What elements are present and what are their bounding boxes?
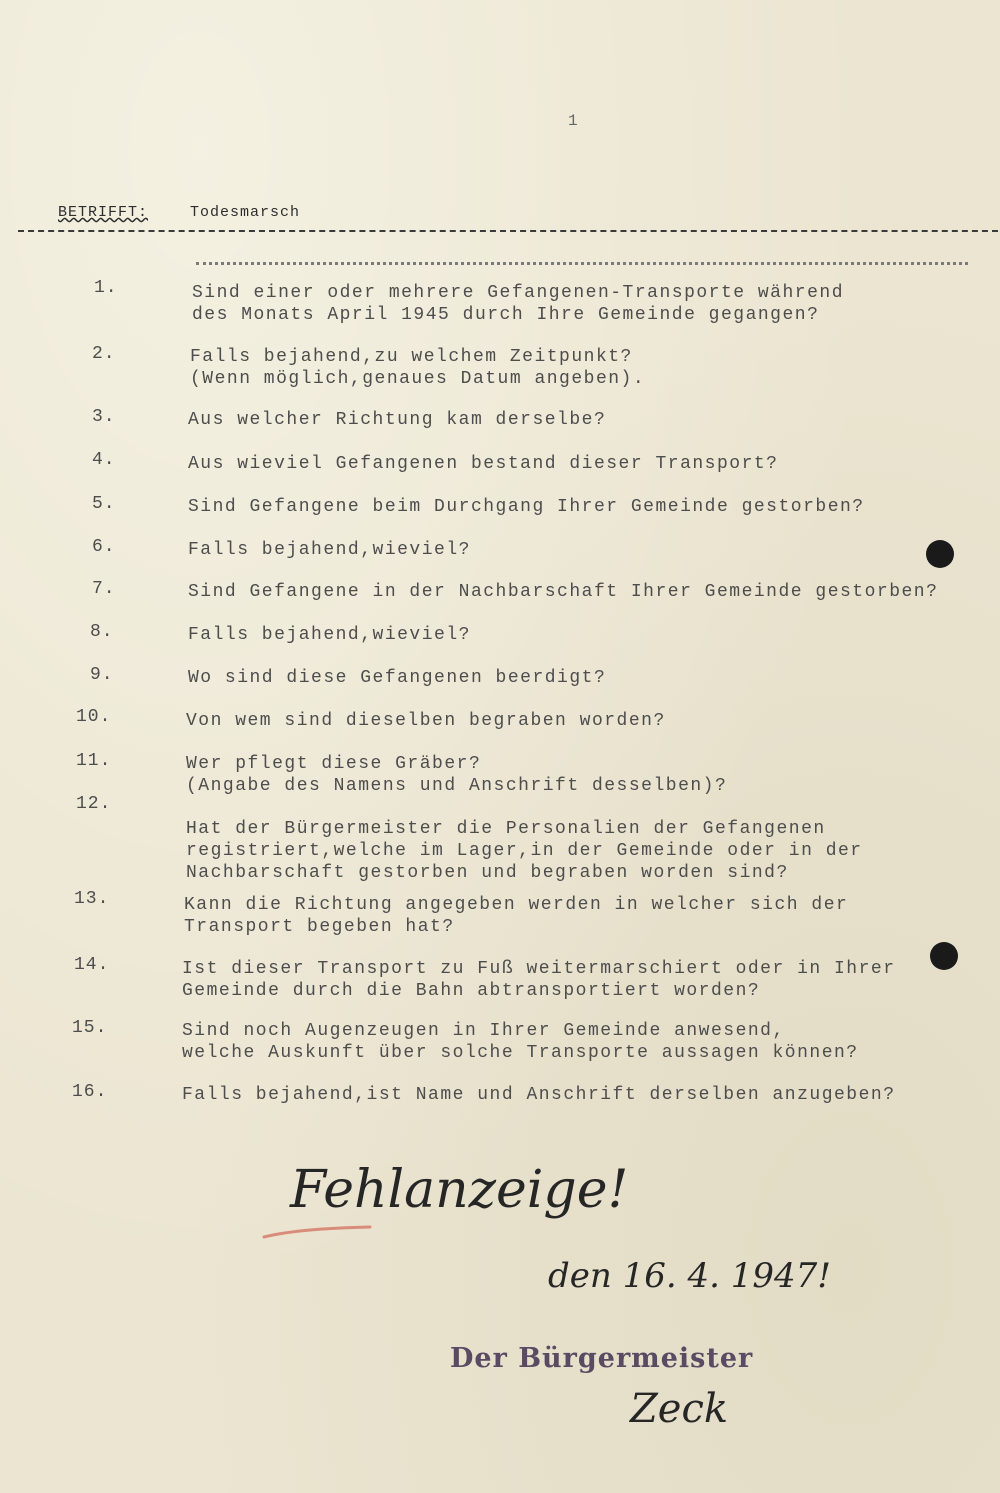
question-text: Sind einer oder mehrere Gefangenen-Transporte während des Monats April 1945 durch Ihre Gemeinde gegangen? bbox=[192, 283, 844, 325]
question-text: Falls bejahend,wieviel? bbox=[188, 625, 471, 645]
question-number: 8. bbox=[90, 622, 114, 642]
question-number: 3. bbox=[92, 407, 116, 427]
question-text: Sind noch Augenzeugen in Ihrer Gemeinde anwesend, welche Auskunft über solche Transporte aussagen können? bbox=[182, 1021, 859, 1063]
mayor-stamp: Der Bürgermeister bbox=[450, 1343, 754, 1374]
page-number: 1 bbox=[568, 112, 578, 130]
handwritten-signature: Zeck bbox=[630, 1386, 729, 1432]
question-number: 1. bbox=[94, 278, 118, 298]
question-number: 7. bbox=[92, 579, 116, 599]
question-text: Sind Gefangene beim Durchgang Ihrer Gemeinde gestorben? bbox=[188, 497, 865, 517]
question-text: Wo sind diese Gefangenen beerdigt? bbox=[188, 668, 607, 688]
question-number: 15. bbox=[72, 1018, 108, 1038]
question-number: 10. bbox=[76, 707, 112, 727]
question-text: Kann die Richtung angegeben werden in welcher sich der Transport begeben hat? bbox=[184, 895, 849, 937]
question-number: 12. bbox=[76, 794, 112, 814]
question-text: Aus welcher Richtung kam derselbe? bbox=[188, 410, 607, 430]
question-number: 14. bbox=[74, 955, 110, 975]
question-number: 6. bbox=[92, 537, 116, 557]
question-number: 11. bbox=[76, 751, 112, 771]
question-text: Hat der Bürgermeister die Personalien der Gefangenen registriert,welche im Lager,in der Gemeinde oder in der Nachbarschaft gestorben und begraben worden sind? bbox=[186, 819, 863, 883]
question-number: 4. bbox=[92, 450, 116, 470]
handwritten-answer: Fehlanzeige! bbox=[290, 1160, 629, 1220]
question-text: Wer pflegt diese Gräber? (Angabe des Namens und Anschrift desselben)? bbox=[186, 754, 728, 796]
subject-label: BETRIFFT: bbox=[58, 204, 149, 221]
question-number: 5. bbox=[92, 494, 116, 514]
dotted-divider bbox=[196, 262, 968, 265]
punch-hole bbox=[926, 540, 954, 568]
question-text: Falls bejahend,zu welchem Zeitpunkt? (Wenn möglich,genaues Datum angeben). bbox=[190, 347, 646, 389]
punch-hole bbox=[930, 942, 958, 970]
subject-value: Todesmarsch bbox=[190, 204, 301, 221]
red-pencil-mark bbox=[262, 1224, 372, 1240]
question-text: Ist dieser Transport zu Fuß weitermarschiert oder in Ihrer Gemeinde durch die Bahn abtransportiert worden? bbox=[182, 959, 896, 1001]
question-text: Aus wieviel Gefangenen bestand dieser Transport? bbox=[188, 454, 779, 474]
question-number: 9. bbox=[90, 665, 114, 685]
question-text: Falls bejahend,ist Name und Anschrift derselben anzugeben? bbox=[182, 1085, 896, 1105]
subject-underline bbox=[18, 208, 998, 232]
question-number: 13. bbox=[74, 889, 110, 909]
question-text: Sind Gefangene in der Nachbarschaft Ihrer Gemeinde gestorben? bbox=[188, 582, 939, 602]
question-number: 16. bbox=[72, 1082, 108, 1102]
handwritten-date: den 16. 4. 1947! bbox=[548, 1256, 831, 1296]
question-number: 2. bbox=[92, 344, 116, 364]
question-text: Von wem sind dieselben begraben worden? bbox=[186, 711, 666, 731]
question-text: Falls bejahend,wieviel? bbox=[188, 540, 471, 560]
